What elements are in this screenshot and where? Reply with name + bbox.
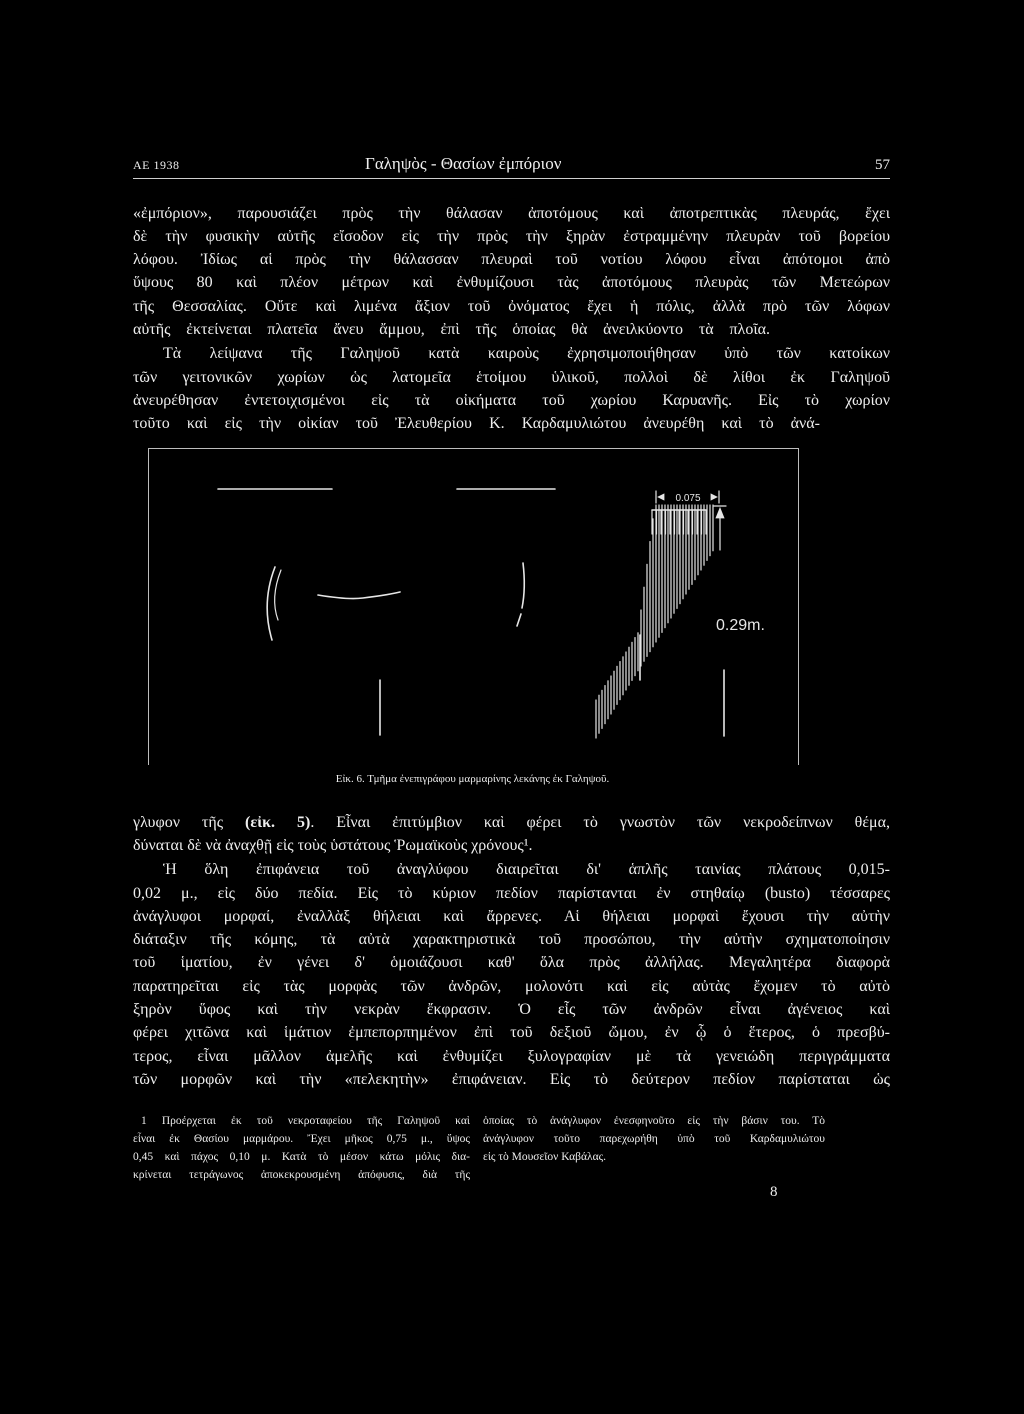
body-line: λόφου. Ἰδίως αἱ πρὸς τὴν θάλασσαν πλευραὶ τοῦ νοτίου λόφου εἶναι ἀπότομοι ἀπὸ: [133, 251, 890, 268]
fragment-tilde-stroke: [318, 592, 400, 599]
fragment-vertical-stroke: [522, 563, 524, 608]
body-text: . Εἶναι ἐπιτύμβιον καὶ φέρει τὸ γνωστὸν τῶν νεκροδείπνων θέμα,: [310, 814, 891, 831]
body-line: τοῦτο καὶ εἰς τὴν οἰκίαν τοῦ Ἐλευθερίου Κ. Καρδαμυλιώτου ἀνευρέθη καὶ τὸ ἀνά-: [133, 415, 820, 432]
body-line: διάταξιν τῆς κόμης, τὰ αὐτὰ χαρακτηριστικὰ τοῦ προσώπου, τὴν αὐτὴν σχηματοποίησιν: [133, 931, 890, 948]
fracture-hatching: [596, 505, 713, 738]
fragment-curve-outer: [267, 567, 275, 640]
body-line: παρατηρεῖται εἰς τὰς μορφὰς τῶν ἀνδρῶν, μολονότι καὶ εἰς αὐτὰς ἔχομεν τὸ αὐτὸ: [133, 978, 890, 995]
fragment-slash-stroke: [517, 614, 521, 626]
paragraph-first-line: Ἡ ὅλη ἐπιφάνεια τοῦ ἀναγλύφου διαιρεῖται δι' ἁπλῆς ταινίας πλάτους 0,015-: [163, 861, 890, 878]
body-line: 0,02 μ., εἰς δύο πεδία. Εἰς τὸ κύριον πεδίον παρίστανται ἐν στηθαίῳ (busto) τέσσαρες: [133, 885, 890, 902]
footnote-line: εἰς τὸ Μουσεῖον Καβάλας.: [483, 1151, 607, 1163]
body-text: γλυφον τῆς: [133, 814, 245, 831]
figure-caption: Εἰκ. 6. Τμῆμα ἐνεπιγράφου μαρμαρίνης λεκάνης ἐκ Γαληψοῦ.: [335, 773, 610, 785]
footnote-line: ὁποίας τὸ ἀνάγλυφον ἐνεσφηνοῦτο εἰς τὴν βάσιν του. Τὸ: [483, 1115, 825, 1127]
running-header-journal: ΑΕ 1938: [133, 158, 180, 172]
footnote-line: 1 Προέρχεται ἐκ τοῦ νεκροταφείου τῆς Γαληψοῦ καὶ: [141, 1115, 470, 1127]
body-line: τῆς Θεσσαλίας. Οὔτε καὶ λιμένα ἄξιον τοῦ ὀνόματος ἔχει ἡ πόλις, ἀλλὰ πρὸ τῶν λόφων: [133, 298, 890, 315]
printer-signature: 8: [770, 1184, 778, 1200]
paragraph-first-line: Τὰ λείψανα τῆς Γαληψοῦ κατὰ καιροὺς ἐχρησιμοποιήθησαν ὑπὸ τῶν κατοίκων: [163, 345, 890, 362]
figure-6-drawing: [148, 448, 797, 766]
body-line: [133, 811, 890, 834]
body-line: αὐτῆς ἐκτείνεται πλατεῖα ἄνευ ἄμμου, ἐπὶ τῆς ὁποίας θὰ ἀνειλκύοντο τὰ πλοῖα.: [133, 321, 770, 338]
footnote-line: 0,45 καὶ πάχος 0,10 μ. Κατὰ τὸ μέσον κάτω μόλις δια-: [133, 1151, 470, 1163]
arrow-up-icon: [716, 508, 724, 518]
body-line: φέρει χιτῶνα καὶ ἱμάτιον ἐμπεπορπημένον ἐπὶ τοῦ δεξιοῦ ὤμου, ἐν ᾧ ὁ ἕτερος, ὁ πρεσβύ-: [133, 1024, 890, 1041]
body-line: ἀνάγλυφοι μορφαί, ἐναλλὰξ θήλειαι καὶ ἄρρενες. Αἱ θήλειαι μορφαὶ ἔχουσι τὴν αὐτὴν: [133, 908, 890, 925]
fragment-curve-inner: [275, 570, 281, 620]
body-line: τοῦ ἱματίου, ἐν γένει δ' ὁμοιάζουσι καθ' ὅλα πρὸς ἀλλήλας. Μεγαλητέρα διαφορὰ: [133, 954, 890, 971]
header-rule: [133, 178, 890, 179]
body-line: τῶν μορφῶν καὶ τὴν «πελεκητὴν» ἐπιφάνειαν. Εἰς τὸ δεύτερον πεδίον παρίσταται ὡς: [133, 1071, 890, 1088]
body-line: ἀνευρέθησαν ἐντετοιχισμένοι εἰς τὰ οἰκήματα τοῦ χωρίου Καρυανῆς. Εἰς τὸ χωρίον: [133, 392, 890, 409]
body-line: τῶν γειτονικῶν χωρίων ὡς λατομεῖα ἑτοίμου ὑλικοῦ, πολλοὶ δὲ λίθοι ἐκ Γαληψοῦ: [133, 369, 890, 386]
figure-reference: (εἰκ. 5): [245, 814, 311, 831]
body-line: δύναται δὲ νὰ ἀναχθῇ εἰς τοὺς ὑστάτους Ῥωμαϊκοὺς χρόνους¹.: [133, 837, 533, 854]
footnote-line: κρίνεται τετράγωνος ἀποκεκρουσμένη ἀπόφυσις, διὰ τῆς: [133, 1169, 470, 1181]
scale-arrow-left-icon: [658, 494, 664, 500]
body-line: ὕψους 80 καὶ πλέον μέτρων καὶ ἐνθυμίζουσι τὰς ἀποτόμους πλευρὰς τῶν Μετεώρων: [133, 274, 890, 291]
running-header-title: Γαληψὸς - Θασίων ἐμπόριον: [365, 154, 562, 173]
scale-width-label: 0.075: [675, 493, 701, 504]
page-number: 57: [875, 157, 890, 173]
body-line: «ἐμπόριον», παρουσιάζει πρὸς τὴν θάλασαν ἀποτόμους καὶ ἀποτρεπτικὰς πλευράς, ἔχει: [133, 205, 890, 222]
body-line: δὲ τὴν φυσικὴν αὐτῆς εἴσοδον εἰς τὴν πρὸς τὴν ξηρὰν ἐστραμμένην πλευρὰν τοῦ βορείου: [133, 228, 890, 245]
body-line: ξηρὸν ὕφος καὶ τὴν νεκρὰν ἔκφρασιν. Ὁ εἷς τῶν ἀνδρῶν εἶναι ἀγένειος καὶ: [133, 1001, 890, 1018]
scale-height-label: 0.29m.: [716, 617, 765, 634]
footnote-line: ἀνάγλυφον τοῦτο παρεχωρήθη ὑπὸ τοῦ Καρδαμυλιώτου: [483, 1133, 825, 1145]
footnote-line: εἶναι ἐκ Θασίου μαρμάρου. Ἔχει μῆκος 0,75 μ., ὕψος: [133, 1133, 470, 1145]
body-line: τερος, εἶναι μᾶλλον ἀμελῆς καὶ ἐνθυμίζει ξυλογραφίαν μὲ τὰ γενειώδη περιγράμματα: [133, 1048, 890, 1065]
scale-arrow-right-icon: [711, 494, 717, 500]
